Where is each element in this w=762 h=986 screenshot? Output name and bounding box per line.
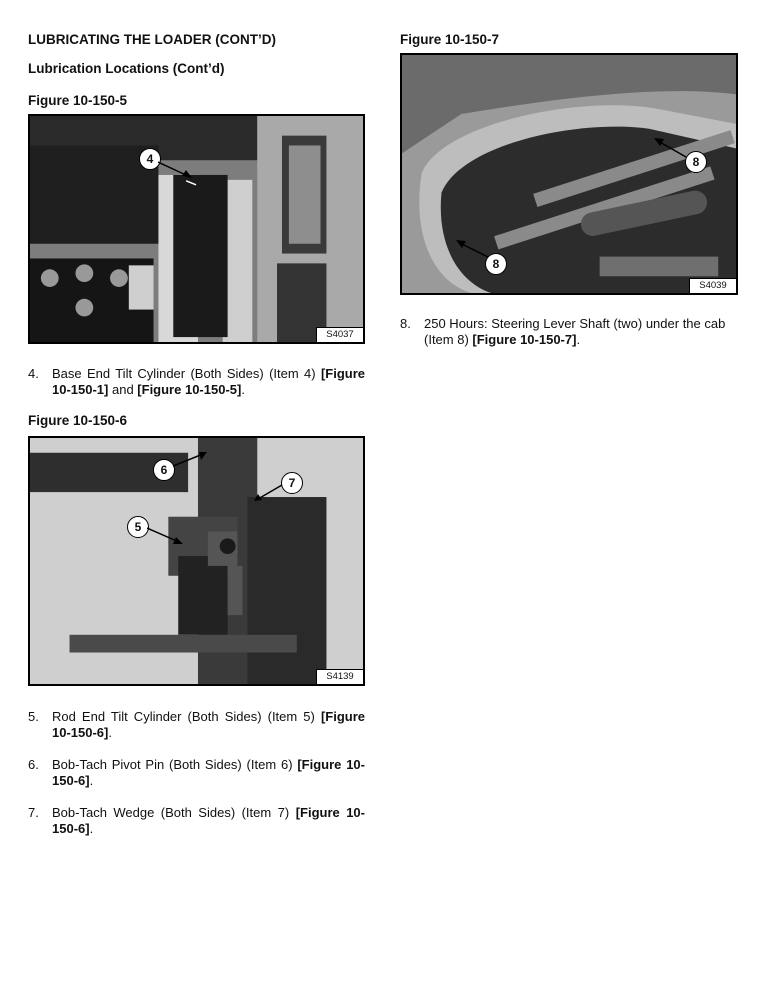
figure-10-150-5-photo	[28, 114, 365, 344]
list-item-7	[28, 805, 365, 839]
figure-code-s4039: S4039	[689, 278, 736, 293]
callout-4: 4	[139, 148, 161, 170]
callout-7: 7	[281, 472, 303, 494]
callout-8-lower: 8	[485, 253, 507, 275]
list-item-8	[400, 316, 738, 350]
item-number: 6.	[28, 757, 39, 772]
figure-10-150-6-photo	[28, 436, 365, 686]
item-number: 5.	[28, 709, 39, 724]
item-number: 8.	[400, 316, 411, 331]
figure-code-s4139: S4139	[316, 669, 363, 684]
figure-10-150-7-photo	[400, 53, 738, 295]
figure-caption-7: Figure 10-150-7	[400, 32, 500, 47]
section-title: LUBRICATING THE LOADER (CONT’D)	[28, 32, 276, 47]
item-number: 7.	[28, 805, 39, 820]
item-text: 250 Hours: Steering Lever Shaft (two) under the cab (Item 8) [Figure 10-150-7].	[424, 316, 726, 347]
list-item-4	[28, 366, 365, 400]
item-text: Rod End Tilt Cylinder (Both Sides) (Item 5) [Figure 10-150-6].	[52, 709, 365, 740]
callout-6-arrow	[173, 450, 209, 470]
callout-6: 6	[153, 459, 175, 481]
item-number: 4.	[28, 366, 39, 381]
item-text: Base End Tilt Cylinder (Both Sides) (Item 4) [Figure 10-150-1] and [Figure 10-150-5].	[52, 366, 365, 397]
callout-8-upper: 8	[685, 151, 707, 173]
callout-7-arrow	[252, 483, 284, 503]
callout-5: 5	[127, 516, 149, 538]
callout-8-upper-arrow	[652, 135, 688, 161]
callout-5-arrow	[147, 526, 185, 548]
figure-code-s4037: S4037	[316, 327, 363, 342]
figure-caption-5: Figure 10-150-5	[28, 93, 128, 108]
list-item-5	[28, 709, 365, 743]
callout-4-arrow	[158, 160, 194, 180]
item-text: Bob-Tach Pivot Pin (Both Sides) (Item 6) [Figure 10-150-6].	[52, 757, 365, 788]
list-item-6	[28, 757, 365, 791]
subsection-title: Lubrication Locations (Cont’d)	[28, 61, 225, 76]
callout-8-lower-arrow	[454, 237, 490, 261]
item-text: Bob-Tach Wedge (Both Sides) (Item 7) [Figure 10-150-6].	[52, 805, 365, 836]
figure-caption-6: Figure 10-150-6	[28, 413, 128, 428]
